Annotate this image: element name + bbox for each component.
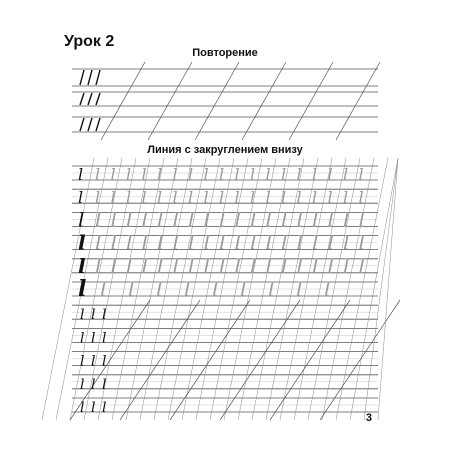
trace-letter: l: [281, 188, 287, 208]
trace-letter: l: [312, 165, 318, 184]
trace-letter: l: [219, 230, 226, 255]
trace-letter: l: [141, 207, 148, 232]
trace-letter: l: [250, 207, 257, 232]
section-heading-review: Повторение: [192, 47, 258, 59]
trace-letter: l: [172, 230, 179, 255]
sample-letter: l: [80, 353, 85, 370]
trace-letter: l: [343, 253, 350, 278]
trace-letter: l: [157, 165, 163, 184]
lesson-title: Урок 2: [64, 33, 115, 50]
trace-letter: l: [327, 188, 333, 208]
trace-letter: l: [296, 207, 303, 232]
sample-slash: [88, 93, 92, 105]
trace-letter: l: [203, 165, 209, 184]
section-heading-rounded-line: Линия с закруглением внизу: [147, 144, 303, 156]
sample-slash: [96, 70, 100, 85]
slant-guide-long: [220, 300, 300, 420]
trace-letter: l: [110, 165, 116, 184]
trace-letter: l: [141, 165, 147, 184]
trace-letter: l: [281, 207, 288, 232]
sample-letter: l: [102, 400, 107, 416]
trace-letter: l: [219, 253, 226, 278]
sample-slash: [96, 93, 100, 105]
trace-letter: l: [234, 207, 241, 232]
trace-letter: l: [172, 165, 178, 184]
trace-letter: l: [172, 253, 179, 278]
trace-letter: l: [188, 188, 194, 208]
trace-letter: l: [234, 188, 240, 208]
trace-letter: l: [172, 188, 178, 208]
trace-letter: l: [100, 277, 107, 301]
trace-letter: l: [156, 277, 163, 301]
trace-letter: l: [312, 188, 318, 208]
trace-letter: l: [188, 165, 194, 184]
sample-letter: l: [102, 353, 107, 370]
sample-letter: l: [78, 230, 86, 255]
sample-letter: l: [80, 330, 85, 347]
trace-letter: l: [172, 207, 179, 232]
slant-guide: [289, 62, 333, 140]
trace-letter: l: [212, 277, 219, 301]
trace-letter: l: [281, 165, 287, 184]
sample-letter: l: [91, 307, 96, 324]
trace-letter: l: [157, 207, 164, 232]
trace-letter: l: [327, 230, 334, 255]
trace-letter: l: [358, 253, 365, 278]
trace-letter: l: [95, 165, 101, 184]
trace-letter: l: [203, 230, 210, 255]
trace-letter: l: [281, 230, 288, 255]
trace-letter: l: [126, 207, 133, 232]
trace-letter: l: [95, 207, 102, 232]
trace-letter: l: [296, 188, 302, 208]
trace-letter: l: [343, 188, 349, 208]
trace-letter: l: [265, 188, 271, 208]
trace-letter: l: [157, 188, 163, 208]
trace-letter: l: [110, 207, 117, 232]
trace-letter: l: [250, 230, 257, 255]
slant-guide-long: [320, 300, 400, 420]
trace-letter: l: [188, 253, 195, 278]
sample-slash: [80, 93, 84, 105]
trace-letter: l: [128, 277, 135, 301]
trace-letter: l: [265, 207, 272, 232]
trace-letter: l: [157, 230, 164, 255]
sample-letter: l: [102, 307, 107, 324]
sample-letter: l: [78, 276, 87, 302]
trace-letter: l: [126, 253, 133, 278]
trace-letter: l: [157, 253, 164, 278]
trace-letter: l: [234, 165, 240, 184]
trace-letter: l: [343, 230, 350, 255]
slant-guide: [242, 62, 286, 140]
sample-letter: l: [91, 376, 96, 393]
trace-letter: l: [126, 230, 133, 255]
sample-letter: l: [102, 330, 107, 347]
sample-letter: l: [80, 376, 85, 393]
trace-letter: l: [188, 207, 195, 232]
trace-letter: l: [126, 165, 132, 184]
trace-letter: l: [184, 277, 191, 301]
trace-letter: l: [312, 253, 319, 278]
trace-letter: l: [219, 207, 226, 232]
sample-slash: [88, 118, 92, 131]
slant-guide: [195, 62, 239, 140]
sample-letter: l: [91, 353, 96, 370]
sample-letter: l: [78, 165, 84, 184]
trace-letter: l: [250, 188, 256, 208]
page-number: 3: [365, 412, 372, 424]
sample-letter: l: [78, 207, 85, 232]
trace-letter: l: [219, 188, 225, 208]
sample-letter: l: [91, 330, 96, 347]
trace-letter: l: [126, 188, 132, 208]
slant-guide: [336, 62, 380, 140]
trace-letter: l: [296, 165, 302, 184]
trace-letter: l: [188, 230, 195, 255]
sample-letter: l: [78, 188, 84, 208]
trace-letter: l: [141, 253, 148, 278]
trace-letter: l: [324, 277, 331, 301]
sample-letter: l: [80, 400, 85, 416]
trace-letter: l: [234, 230, 241, 255]
trace-letter: l: [110, 253, 117, 278]
trace-letter: l: [296, 277, 303, 301]
trace-letter: l: [327, 165, 333, 184]
trace-letter: l: [240, 277, 247, 301]
trace-letter: l: [312, 207, 319, 232]
sample-letter: l: [80, 307, 85, 324]
slant-guide: [148, 62, 192, 140]
sample-slash: [96, 118, 100, 131]
sample-letter: l: [102, 376, 107, 393]
trace-letter: l: [327, 207, 334, 232]
trace-letter: l: [343, 207, 350, 232]
trace-letter: l: [312, 230, 319, 255]
trace-letter: l: [250, 165, 256, 184]
trace-letter: l: [110, 188, 116, 208]
trace-letter: l: [141, 188, 147, 208]
trace-letter: l: [358, 207, 365, 232]
sample-letter: l: [78, 253, 86, 278]
trace-letter: l: [95, 188, 101, 208]
trace-letter: l: [265, 230, 272, 255]
trace-letter: l: [358, 165, 364, 184]
trace-letter: l: [327, 253, 334, 278]
trace-letter: l: [268, 277, 275, 301]
trace-letter: l: [234, 253, 241, 278]
trace-letter: l: [203, 207, 210, 232]
trace-letter: l: [296, 253, 303, 278]
trace-letter: l: [296, 230, 303, 255]
trace-letter: l: [95, 230, 102, 255]
trace-letter: l: [358, 188, 364, 208]
slant-guide: [101, 62, 145, 140]
trace-letter: l: [95, 253, 102, 278]
slant-guide-long: [170, 300, 250, 420]
sample-slash: [80, 118, 84, 131]
sample-slash: [88, 70, 92, 85]
trace-letter: l: [250, 253, 257, 278]
trace-letter: l: [358, 230, 365, 255]
trace-letter: l: [265, 165, 271, 184]
trace-letter: l: [141, 230, 148, 255]
trace-letter: l: [203, 253, 210, 278]
trace-letter: l: [203, 188, 209, 208]
slant-guide-long: [270, 300, 350, 420]
trace-letter: l: [281, 253, 288, 278]
sample-slash: [80, 70, 84, 85]
sample-letter: l: [91, 400, 96, 416]
trace-letter: l: [219, 165, 225, 184]
trace-letter: l: [110, 230, 117, 255]
trace-letter: l: [265, 253, 272, 278]
trace-letter: l: [343, 165, 349, 184]
